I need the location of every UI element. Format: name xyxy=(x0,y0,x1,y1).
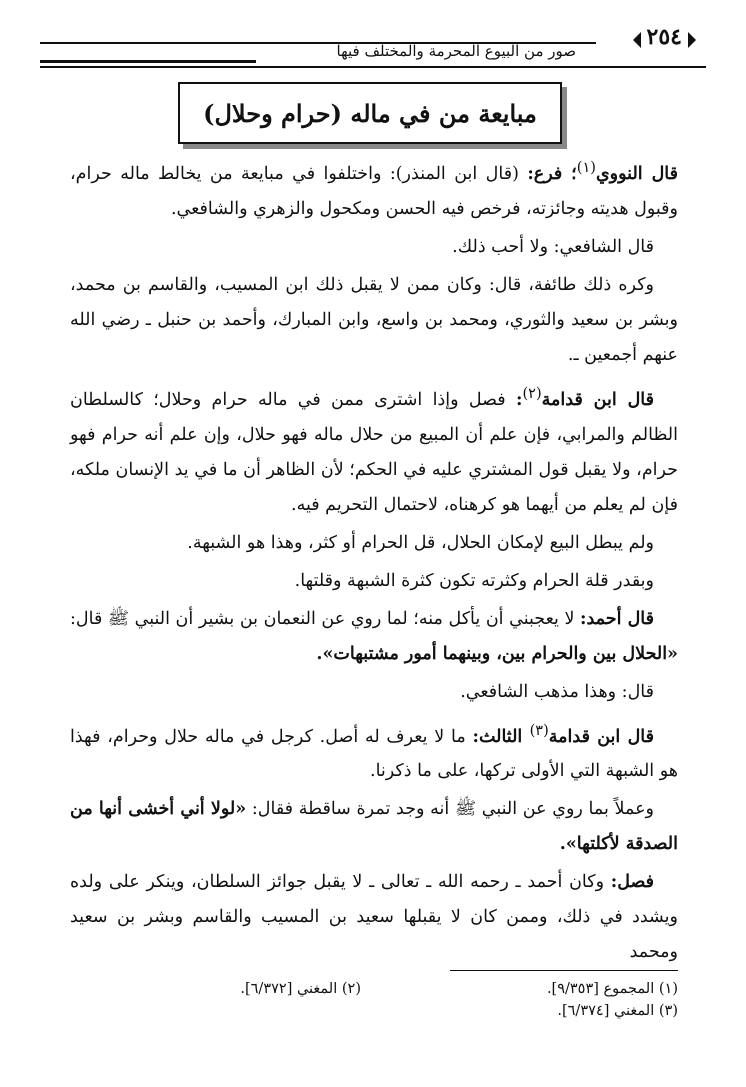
paragraph xyxy=(70,865,678,970)
paragraph xyxy=(70,150,678,227)
footnote-number: (٢) xyxy=(341,981,361,997)
paragraph-text: فصل وإذا اشترى ممن في ماله حرام وحلال؛ كالسلطان الظالم والمرابي، فإن علم أن المبيع من حلال ماله فهو حلال، وإن علم أنه حرام فهو حرام، ولا يقبل قول المشتري عليه في الحكم؛ لأن الظاهر أن ما في يد الإنسان ملكه، فإن لم يعلم من أيهما هو كرهناه، لاحتمال التحريم فيه. xyxy=(70,389,678,515)
paragraph-lead-2: الثالث: xyxy=(472,726,530,747)
paragraph-lead-2: : xyxy=(515,389,523,410)
paragraph-text: قال: وهذا مذهب الشافعي. xyxy=(460,681,654,702)
paragraph xyxy=(70,230,678,265)
running-header xyxy=(40,18,706,66)
paragraph-lead: قال النووي xyxy=(595,163,678,184)
paragraph-text: قال الشافعي: ولا أحب ذلك. xyxy=(452,236,654,257)
footnote-text: المغني [٦/٣٧٢]. xyxy=(240,981,338,997)
footnote xyxy=(240,978,361,1000)
paragraph-lead: قال ابن قدامة xyxy=(548,726,654,747)
hadith-quote: «لولا أني أخشى أنها من الصدقة لأكلتها». xyxy=(70,799,678,855)
paragraph-text: وبقدر قلة الحرام وكثرته تكون كثرة الشبهة وقلتها. xyxy=(294,570,654,591)
paragraph-lead: فصل: xyxy=(610,872,654,893)
paragraph xyxy=(70,792,678,862)
paragraph-text: وكره ذلك طائفة، قال: وكان ممن لا يقبل ذلك ابن المسيب، والقاسم بن محمد، وبشر بن سعيد والثوري، ومحمد بن واسع، وابن المبارك، وأحمد بن حنبل ـ رضي الله عنهم أجمعين ـ. xyxy=(70,274,678,365)
footnote-text: المجموع [٩/٣٥٣]. xyxy=(546,981,655,997)
paragraph-lead: قال ابن قدامة xyxy=(541,389,654,410)
paragraph xyxy=(70,268,678,373)
paragraph xyxy=(70,675,678,710)
paragraph-text: ما لا يعرف له أصل. كرجل في ماله حلال وحرام، فهذا هو الشبهة التي الأولى تركها، على ما ذكرنا. xyxy=(70,726,678,782)
paragraph xyxy=(70,564,678,599)
running-title: صور من البيوع المحرمة والمختلف فيها xyxy=(336,42,576,60)
footnote-rule xyxy=(450,970,678,971)
paragraph-text: وكان أحمد ـ رحمه الله ـ تعالى ـ لا يقبل جوائز السلطان، وينكر على ولده ويشدد في ذلك، وممن كان لا يقبلها سعيد بن المسيب والقاسم وبشر بن سعيد ومحمد xyxy=(70,872,678,963)
footnote-number: (٣) xyxy=(658,1003,678,1019)
footnote-text: المغني [٦/٣٧٤]. xyxy=(557,1003,655,1019)
paragraph xyxy=(70,602,678,672)
paragraph-text: (قال ابن المنذر): واختلفوا في مبايعة من يخالط ماله حرام، وقبول هديته وجائزته، فرخص فيه الحسن ومكحول والزهري والشافعي. xyxy=(70,163,678,219)
paragraph-lead: قال أحمد: xyxy=(580,608,654,629)
main-text xyxy=(70,150,678,973)
footnote-ref: (٣) xyxy=(529,721,549,739)
paragraph-text: لا يعجبني أن يأكل منه؛ لما روي عن النعمان بن بشير أن النبي ﷺ قال: xyxy=(70,608,581,629)
footnote-ref: (٢) xyxy=(522,384,542,402)
paragraph-text: وعملاً بما روي عن النبي ﷺ أنه وجد تمرة ساقطة فقال: xyxy=(246,799,654,820)
paragraph-lead-2: ؛ فرع: xyxy=(527,163,577,184)
footnote-number: (١) xyxy=(658,981,678,997)
paragraph-text: ولم يبطل البيع لإمكان الحلال، قل الحرام أو كثر، وهذا هو الشبهة. xyxy=(187,532,654,553)
footnote xyxy=(547,978,678,1000)
paragraph xyxy=(70,376,678,523)
header-rule-thick xyxy=(40,60,256,63)
footnote-ref: (١) xyxy=(576,159,596,176)
page-number: ٢٥٤ xyxy=(635,24,694,50)
hadith-quote: «الحلال بين والحرام بين، وبينهما أمور مشتبهات». xyxy=(316,643,678,664)
header-rule-bottom xyxy=(40,66,706,68)
footnote xyxy=(557,1000,678,1022)
section-title: مبايعة من في ماله (حرام وحلال) xyxy=(203,98,537,128)
section-title-box xyxy=(178,82,562,144)
paragraph xyxy=(70,526,678,561)
paragraph xyxy=(70,713,678,790)
